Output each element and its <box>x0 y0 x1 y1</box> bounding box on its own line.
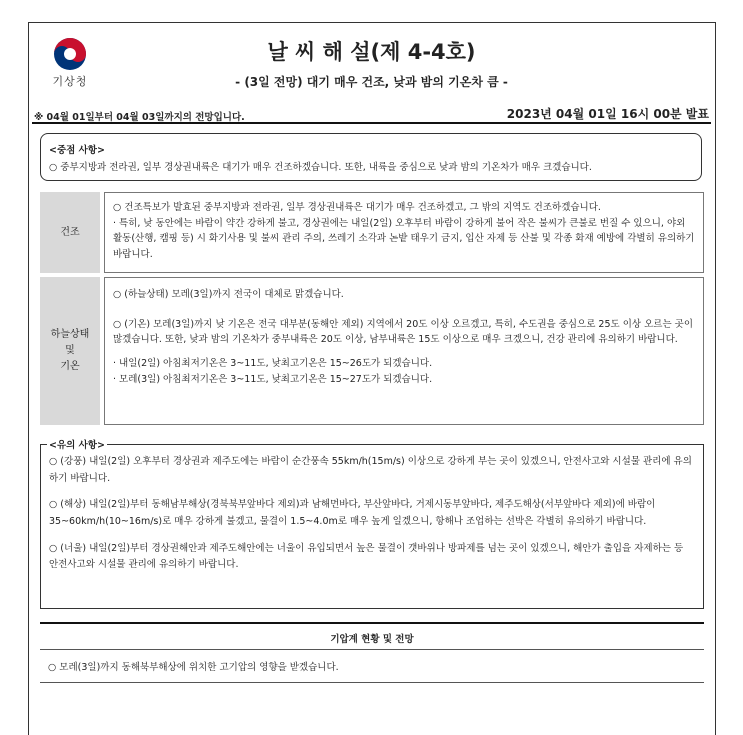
sky-condition-text: ○ (하늘상태) 모레(3일)까지 전국이 대체로 맑겠습니다. <box>113 289 344 300</box>
dayafter-temp: · 모레(3일) 아침최저기온은 3~11도, 낮최고기온은 15~27도가 되겠습니다. <box>113 373 433 385</box>
caution-title: <유의 사항> <box>47 438 107 455</box>
header-divider <box>32 122 711 124</box>
sky-temp-body <box>104 277 704 425</box>
sky-temp-section <box>40 277 704 425</box>
issued-time: 2023년 04월 01일 16시 00분 발표 <box>506 107 709 121</box>
sky-label-line-1: 하늘상태 <box>50 329 90 340</box>
sky-label-line-3: 기온 <box>60 361 80 372</box>
pressure-text: ○ 모레(3일)까지 동해북부해상에 위치한 고기압의 영향을 받겠습니다. <box>40 650 704 683</box>
dry-line-2: · 특히, 낮 동안에는 바람이 약간 강하게 불고, 경상권에는 내일(2일) 오후부터 바람이 강하게 불어 작은 불씨가 큰불로 번질 수 있으니, 야외 활동(산행, 캠핑 등) 시 화기사용 및 불씨 관리 주의, 쓰레기 소각과 논밭 태우기 금지, 입산 자제 등 산불 및 각종 화재 예방에 각별히 유의하기 바랍니다. <box>113 217 695 261</box>
dry-label: 건조 <box>40 192 100 273</box>
page-title: 날 씨 해 설(제 4-4호) <box>267 40 476 64</box>
pressure-title: 기압계 현황 및 전망 <box>40 622 704 650</box>
agency-name: 기상청 <box>52 75 88 88</box>
caution-wind: ○ (강풍) 내일(2일) 오후부터 경상권과 제주도에는 바람이 순간풍속 55km/h(15m/s) 이상으로 강하게 부는 곳이 있겠으니, 안전사고와 시설물 관리에 유의하기 바랍니다. <box>49 456 692 484</box>
sky-temp-label <box>40 277 100 425</box>
caution-box <box>40 440 704 609</box>
sky-label-line-2: 및 <box>65 345 75 356</box>
caution-sea: ○ (해상) 내일(2일)부터 동해남부해상(경북북부앞바다 제외)과 남해먼바다, 부산앞바다, 거제시동부앞바다, 제주도해상(서부앞바다 제외)에 바람이 35~60km/h(10~16m/s)로 매우 강하게 불겠고, 물결이 1.5~4.0m로 매우 높게 일겠으니, 항해나 조업하는 선박은 각별히 유의하기 바랍니다. <box>49 499 656 527</box>
tomorrow-temp: · 내일(2일) 아침최저기온은 3~11도, 낮최고기온은 15~26도가 되겠습니다. <box>113 358 433 370</box>
dry-line-1: ○ 건조특보가 발효된 중부지방과 전라권, 일부 경상권내륙은 대기가 매우 건조하겠고, 그 밖의 지역도 건조하겠습니다. <box>113 202 601 213</box>
caution-swell: ○ (너울) 내일(2일)부터 경상권해안과 제주도해안에는 너울이 유입되면서 높은 물결이 갯바위나 방파제를 넘는 곳이 있겠으니, 해안가 출입을 자제하는 등 안전사고와 시설물 관리에 유의하기 바랍니다. <box>49 542 684 571</box>
dry-section <box>40 192 704 273</box>
key-points-box <box>40 133 702 181</box>
page-subtitle: - (3일 전망) 대기 매우 건조, 낮과 밤의 기온차 큼 - <box>235 75 508 89</box>
key-points-text: ○ 중부지방과 전라권, 일부 경상권내륙은 대기가 매우 건조하겠습니다. 또한, 내륙을 중심으로 낮과 밤의 기온차가 매우 크겠습니다. <box>49 162 592 173</box>
temperature-text: ○ (기온) 모레(3일)까지 낮 기온은 전국 대부분(동해안 제외) 지역에서 20도 이상 오르겠고, 특히, 수도권을 중심으로 25도 이상 오르는 곳이 많겠습니다. 또한, 낮과 밤의 기온차가 중부내륙은 20도 이상, 남부내륙은 15도 이상으로 매우 크겠으니, 건강 관리에 유의하기 바랍니다. <box>113 318 693 346</box>
forecast-period: ※ 04월 01일부터 04월 03일까지의 전망입니다. <box>34 112 245 123</box>
dry-body <box>104 192 704 273</box>
key-points-title: <중점 사항> <box>49 145 105 156</box>
